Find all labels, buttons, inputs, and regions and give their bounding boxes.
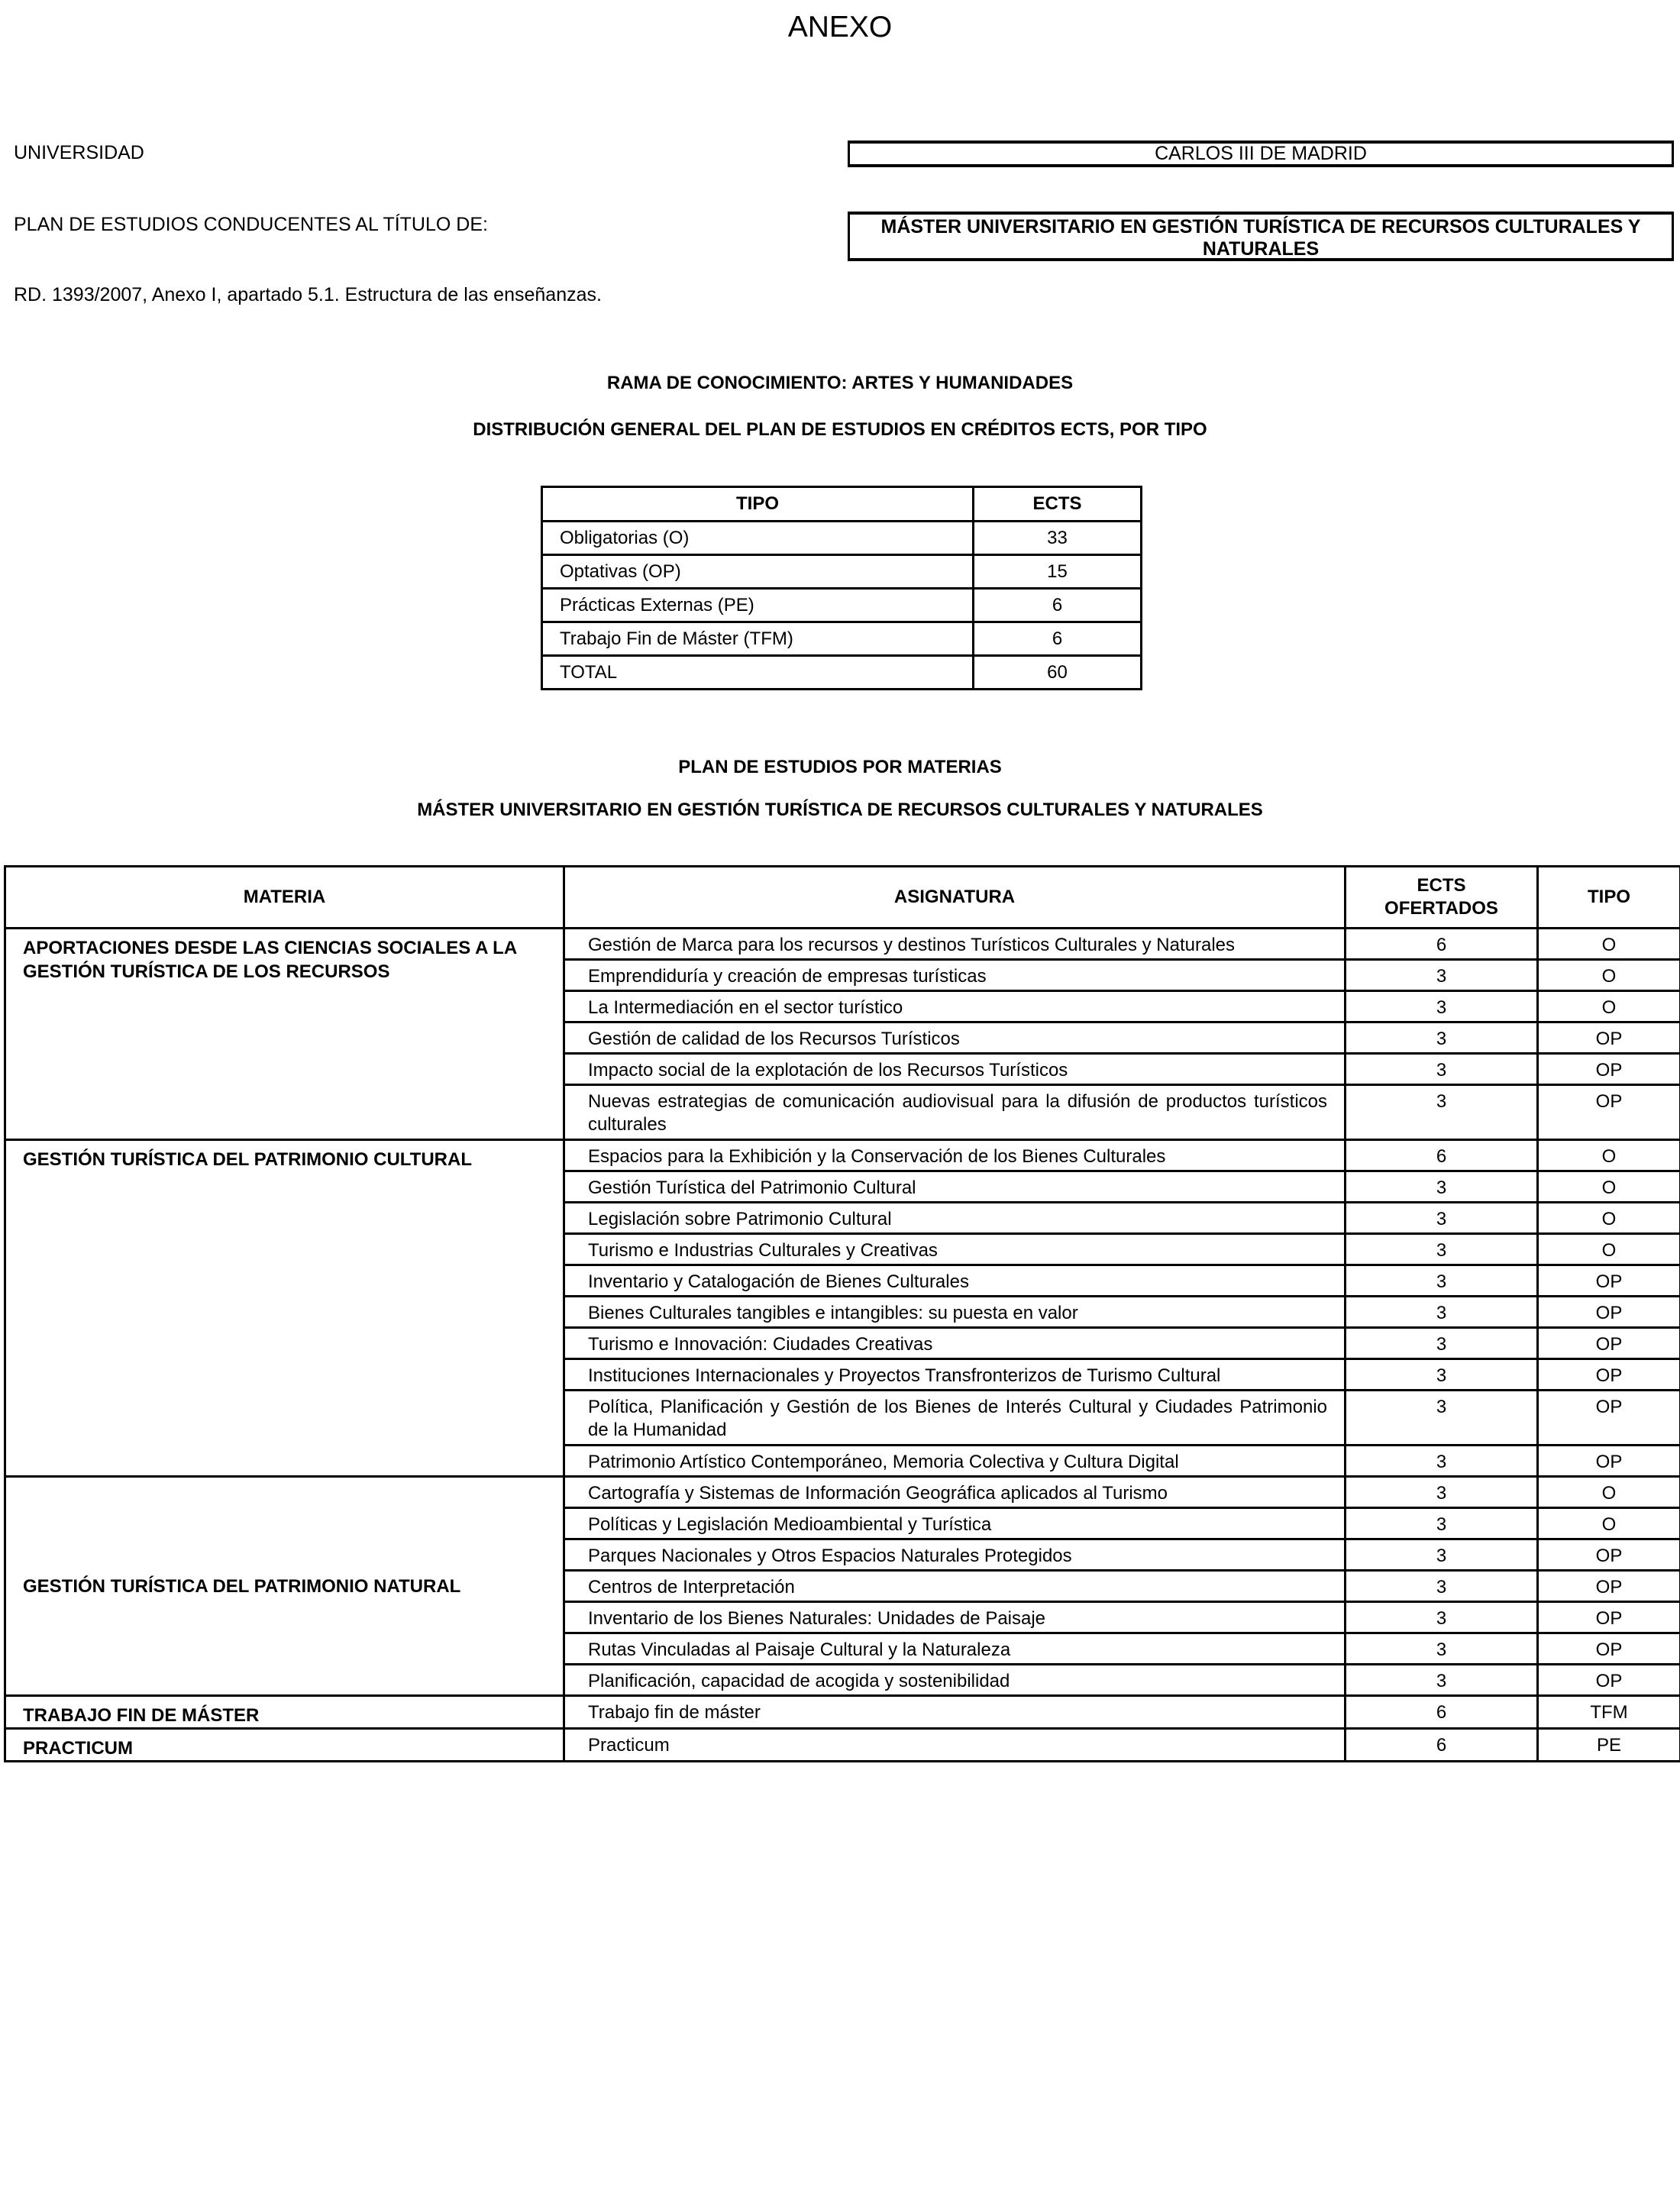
header-asignatura: ASIGNATURA bbox=[564, 867, 1346, 929]
asignatura-cell: La Intermediación en el sector turístico bbox=[564, 991, 1346, 1022]
header-tipo: TIPO bbox=[542, 487, 974, 522]
rama-heading: RAMA DE CONOCIMIENTO: ARTES Y HUMANIDADES bbox=[606, 373, 1074, 393]
table-row bbox=[5, 1696, 1680, 1729]
asignatura-cell: Impacto social de la explotación de los Recursos Turísticos bbox=[564, 1054, 1346, 1085]
ects-cell: 3 bbox=[1346, 991, 1538, 1022]
materia-cell: TRABAJO FIN DE MÁSTER bbox=[5, 1696, 564, 1729]
asignatura-cell: Legislación sobre Patrimonio Cultural bbox=[564, 1203, 1346, 1234]
asignatura-cell: Políticas y Legislación Medioambiental y Turística bbox=[564, 1508, 1346, 1539]
plan-materias-table bbox=[4, 865, 1680, 1762]
ects-cell: 6 bbox=[1346, 1696, 1538, 1729]
ects-cell: 3 bbox=[1346, 1571, 1538, 1602]
tipo-cell: O bbox=[1538, 1508, 1680, 1539]
universidad-label: UNIVERSIDAD bbox=[14, 142, 144, 163]
ects-cell: 6 bbox=[1346, 1140, 1538, 1171]
asignatura-cell: Bienes Culturales tangibles e intangibles: su puesta en valor bbox=[564, 1297, 1346, 1328]
tipo-cell: OP bbox=[1538, 1391, 1680, 1446]
tipo-cell: OP bbox=[1538, 1571, 1680, 1602]
tipo-cell: OP bbox=[1538, 1446, 1680, 1477]
table-row bbox=[5, 929, 1680, 960]
asignatura-cell: Patrimonio Artístico Contemporáneo, Memoria Colectiva y Cultura Digital bbox=[564, 1446, 1346, 1477]
ects-cell: 3 bbox=[1346, 1022, 1538, 1054]
asignatura-cell: Inventario y Catalogación de Bienes Culturales bbox=[564, 1265, 1346, 1297]
asignatura-cell: Turismo e Innovación: Ciudades Creativas bbox=[564, 1328, 1346, 1359]
tipo-cell: OP bbox=[1538, 1022, 1680, 1054]
master-heading: MÁSTER UNIVERSITARIO EN GESTIÓN TURÍSTICA DE RECURSOS CULTURALES Y NATURALES bbox=[417, 800, 1263, 820]
asignatura-cell: Emprendiduría y creación de empresas turísticas bbox=[564, 960, 1346, 991]
tipo-cell: OP bbox=[1538, 1297, 1680, 1328]
ects-cell: 6 bbox=[1346, 1729, 1538, 1762]
table-row bbox=[542, 622, 1142, 656]
ects-cell: 3 bbox=[1346, 1085, 1538, 1140]
ects-cell: 60 bbox=[974, 656, 1142, 690]
asignatura-cell: Inventario de los Bienes Naturales: Unidades de Paisaje bbox=[564, 1602, 1346, 1633]
ects-cell: 3 bbox=[1346, 1297, 1538, 1328]
ects-cell: 3 bbox=[1346, 1633, 1538, 1665]
table-row bbox=[542, 555, 1142, 589]
asignatura-cell: Instituciones Internacionales y Proyectos Transfronterizos de Turismo Cultural bbox=[564, 1359, 1346, 1391]
tipo-cell: OP bbox=[1538, 1054, 1680, 1085]
tipo-cell: OP bbox=[1538, 1633, 1680, 1665]
asignatura-cell: Rutas Vinculadas al Paisaje Cultural y la Naturaleza bbox=[564, 1633, 1346, 1665]
tipo-cell: Prácticas Externas (PE) bbox=[542, 589, 974, 622]
table-row bbox=[5, 1140, 1680, 1171]
header-ects: ECTS bbox=[974, 487, 1142, 522]
tipo-cell: OP bbox=[1538, 1265, 1680, 1297]
tipo-cell: OP bbox=[1538, 1328, 1680, 1359]
tipo-cell: OP bbox=[1538, 1665, 1680, 1696]
ects-cell: 3 bbox=[1346, 1539, 1538, 1571]
tipo-cell: TOTAL bbox=[542, 656, 974, 690]
page-title: ANEXO bbox=[787, 11, 893, 44]
ects-distribution-table bbox=[541, 486, 1142, 690]
ects-cell: 3 bbox=[1346, 1602, 1538, 1633]
table-row bbox=[542, 522, 1142, 555]
asignatura-cell: Centros de Interpretación bbox=[564, 1571, 1346, 1602]
header-tipo: TIPO bbox=[1538, 867, 1680, 929]
materia-cell: GESTIÓN TURÍSTICA DEL PATRIMONIO NATURAL bbox=[5, 1477, 564, 1696]
asignatura-cell: Practicum bbox=[564, 1729, 1346, 1762]
asignatura-cell: Espacios para la Exhibición y la Conservación de los Bienes Culturales bbox=[564, 1140, 1346, 1171]
asignatura-cell: Nuevas estrategias de comunicación audiovisual para la difusión de productos turísticos culturales bbox=[564, 1085, 1346, 1140]
ects-cell: 3 bbox=[1346, 1171, 1538, 1203]
table-header-row bbox=[542, 487, 1142, 522]
tipo-cell: PE bbox=[1538, 1729, 1680, 1762]
tipo-cell: O bbox=[1538, 1140, 1680, 1171]
tipo-cell: OP bbox=[1538, 1359, 1680, 1391]
ects-cell: 3 bbox=[1346, 1508, 1538, 1539]
tipo-cell: Obligatorias (O) bbox=[542, 522, 974, 555]
asignatura-cell: Gestión Turística del Patrimonio Cultural bbox=[564, 1171, 1346, 1203]
materia-cell: APORTACIONES DESDE LAS CIENCIAS SOCIALES A LA GESTIÓN TURÍSTICA DE LOS RECURSOS bbox=[5, 929, 564, 1140]
asignatura-cell: Planificación, capacidad de acogida y sostenibilidad bbox=[564, 1665, 1346, 1696]
tipo-cell: Optativas (OP) bbox=[542, 555, 974, 589]
table-row bbox=[542, 656, 1142, 690]
tipo-cell: O bbox=[1538, 929, 1680, 960]
asignatura-cell: Parques Nacionales y Otros Espacios Naturales Protegidos bbox=[564, 1539, 1346, 1571]
table-row bbox=[5, 1477, 1680, 1508]
ects-cell: 3 bbox=[1346, 1328, 1538, 1359]
ects-cell: 6 bbox=[974, 589, 1142, 622]
tipo-cell: OP bbox=[1538, 1085, 1680, 1140]
asignatura-cell: Gestión de calidad de los Recursos Turísticos bbox=[564, 1022, 1346, 1054]
ects-cell: 3 bbox=[1346, 1446, 1538, 1477]
header-materia: MATERIA bbox=[5, 867, 564, 929]
table-header-row bbox=[5, 867, 1680, 929]
tipo-cell: O bbox=[1538, 1171, 1680, 1203]
ects-cell: 6 bbox=[974, 622, 1142, 656]
tipo-cell: O bbox=[1538, 991, 1680, 1022]
table-row bbox=[542, 589, 1142, 622]
ects-cell: 15 bbox=[974, 555, 1142, 589]
asignatura-cell: Política, Planificación y Gestión de los Bienes de Interés Cultural y Ciudades Patrimonio de la Humanidad bbox=[564, 1391, 1346, 1446]
ects-cell: 3 bbox=[1346, 1203, 1538, 1234]
asignatura-cell: Cartografía y Sistemas de Información Geográfica aplicados al Turismo bbox=[564, 1477, 1346, 1508]
rd-reference: RD. 1393/2007, Anexo I, apartado 5.1. Estructura de las enseñanzas. bbox=[14, 284, 602, 305]
materia-cell: GESTIÓN TURÍSTICA DEL PATRIMONIO CULTURAL bbox=[5, 1140, 564, 1477]
tipo-cell: TFM bbox=[1538, 1696, 1680, 1729]
tipo-cell: OP bbox=[1538, 1602, 1680, 1633]
ects-cell: 3 bbox=[1346, 1665, 1538, 1696]
tipo-cell: O bbox=[1538, 960, 1680, 991]
universidad-value: CARLOS III DE MADRID bbox=[848, 141, 1674, 167]
plan-label: PLAN DE ESTUDIOS CONDUCENTES AL TÍTULO DE: bbox=[14, 214, 488, 235]
table-row bbox=[5, 1729, 1680, 1762]
tipo-cell: O bbox=[1538, 1477, 1680, 1508]
plan-value: MÁSTER UNIVERSITARIO EN GESTIÓN TURÍSTICA DE RECURSOS CULTURALES Y NATURALES bbox=[848, 212, 1674, 261]
ects-cell: 3 bbox=[1346, 960, 1538, 991]
ects-cell: 3 bbox=[1346, 1359, 1538, 1391]
ects-cell: 3 bbox=[1346, 1054, 1538, 1085]
tipo-cell: OP bbox=[1538, 1539, 1680, 1571]
ects-cell: 33 bbox=[974, 522, 1142, 555]
tipo-cell: Trabajo Fin de Máster (TFM) bbox=[542, 622, 974, 656]
tipo-cell: O bbox=[1538, 1234, 1680, 1265]
asignatura-cell: Gestión de Marca para los recursos y destinos Turísticos Culturales y Naturales bbox=[564, 929, 1346, 960]
header-ects-ofertados: ECTS OFERTADOS bbox=[1346, 867, 1538, 929]
tipo-cell: O bbox=[1538, 1203, 1680, 1234]
ects-cell: 3 bbox=[1346, 1265, 1538, 1297]
distribucion-heading: DISTRIBUCIÓN GENERAL DEL PLAN DE ESTUDIOS EN CRÉDITOS ECTS, POR TIPO bbox=[473, 419, 1207, 440]
materia-cell: PRACTICUM bbox=[5, 1729, 564, 1762]
plan-materias-heading: PLAN DE ESTUDIOS POR MATERIAS bbox=[678, 757, 1002, 777]
asignatura-cell: Turismo e Industrias Culturales y Creativas bbox=[564, 1234, 1346, 1265]
ects-cell: 3 bbox=[1346, 1234, 1538, 1265]
asignatura-cell: Trabajo fin de máster bbox=[564, 1696, 1346, 1729]
ects-cell: 6 bbox=[1346, 929, 1538, 960]
ects-cell: 3 bbox=[1346, 1477, 1538, 1508]
ects-cell: 3 bbox=[1346, 1391, 1538, 1446]
